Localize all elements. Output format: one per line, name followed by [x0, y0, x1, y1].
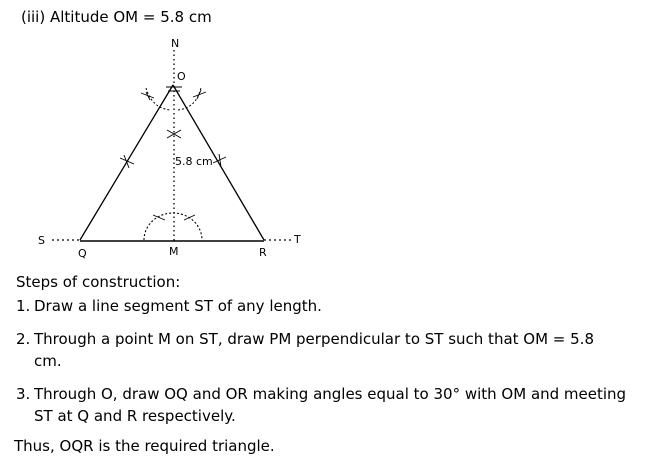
step-text: Draw a line segment ST of any length. [34, 297, 322, 315]
tick-o-right [193, 90, 206, 99]
label-n: N [171, 37, 180, 50]
step-text-line-1: Through O, draw OQ and OR making angles equal to 30° with OM and meeting [34, 385, 627, 403]
arc-at-m [144, 213, 202, 240]
label-m: M [169, 245, 179, 258]
label-o: O [177, 70, 186, 83]
step-text-line-2: cm. [34, 352, 62, 370]
label-measure: 5.8 cm [175, 155, 213, 168]
step-text-line-1: Through a point M on ST, draw PM perpendicular to ST such that OM = 5.8 [34, 330, 594, 348]
step-number: 2. [16, 330, 31, 348]
conclusion: Thus, OQR is the required triangle. [14, 437, 275, 455]
label-r: R [259, 246, 267, 259]
step-1 [16, 295, 636, 317]
step-number: 1. [16, 297, 31, 315]
label-q: Q [78, 247, 87, 260]
step-2 [16, 328, 636, 372]
label-s: S [38, 234, 45, 247]
step-text-line-2: ST at Q and R respectively. [34, 407, 236, 425]
heading: (iii) Altitude OM = 5.8 cm [21, 8, 212, 26]
construction-figure [0, 30, 340, 265]
step-3 [16, 383, 636, 427]
step-number: 3. [16, 385, 31, 403]
label-t: T [294, 233, 301, 246]
steps-title: Steps of construction: [16, 273, 181, 291]
